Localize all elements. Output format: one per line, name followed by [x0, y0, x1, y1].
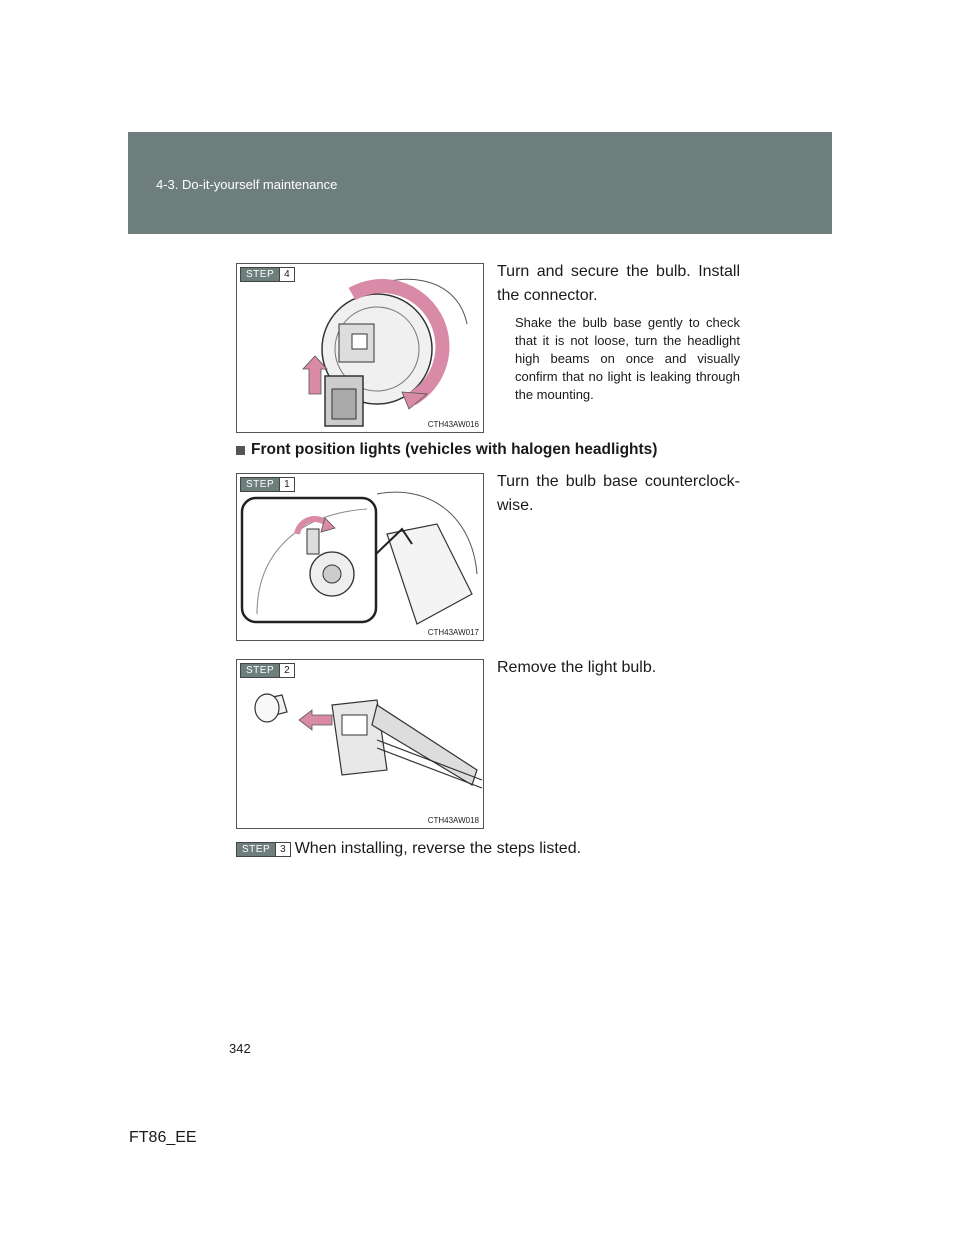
step-2-badge — [240, 663, 295, 678]
step-3-text: When installing, reverse the steps listed. — [294, 840, 582, 857]
headlight-rotate-illustration — [237, 474, 484, 641]
figure-code: CTH43AW016 — [427, 420, 479, 429]
section-heading — [236, 441, 657, 459]
step-1-badge — [240, 477, 295, 492]
step-badge-word: STEP — [241, 478, 279, 491]
figure-code: CTH43AW018 — [427, 816, 479, 825]
section-heading-text: Front position lights (vehicles with halogen headlights) — [251, 441, 658, 458]
step-badge-word: STEP — [241, 268, 279, 281]
document-code: FT86_EE — [129, 1129, 197, 1146]
bullet-square-icon — [236, 446, 245, 455]
figure-step-1 — [236, 473, 484, 641]
bulb-remove-illustration — [237, 660, 484, 829]
step-2-text: Remove the light bulb. — [497, 659, 657, 676]
step-badge-number: 4 — [279, 268, 294, 281]
step-badge-word: STEP — [241, 664, 279, 677]
step-badge-number: 3 — [275, 843, 290, 856]
step-3-row — [236, 840, 581, 858]
step-4-badge — [240, 267, 295, 282]
step-1-text: Turn the bulb base counterclock-wise. — [497, 473, 740, 514]
section-title: 4-3. Do-it-yourself maintenance — [156, 177, 338, 192]
header-band — [128, 132, 832, 234]
figure-code: CTH43AW017 — [427, 628, 479, 637]
step-4-note: Shake the bulb base gently to check that it is not loose, turn the headlight high beams on once and visually confirm that no light is leaking through the mounting. — [515, 315, 740, 402]
step-4-text: Turn and secure the bulb. Install the connector. — [497, 263, 740, 304]
step-badge-word: STEP — [237, 843, 275, 856]
step-badge-number: 2 — [279, 664, 294, 677]
step-badge-number: 1 — [279, 478, 294, 491]
bulb-install-illustration — [237, 264, 484, 433]
figure-step-4 — [236, 263, 484, 433]
step-3-badge — [236, 842, 291, 857]
figure-step-2 — [236, 659, 484, 829]
page-number: 342 — [229, 1041, 251, 1056]
